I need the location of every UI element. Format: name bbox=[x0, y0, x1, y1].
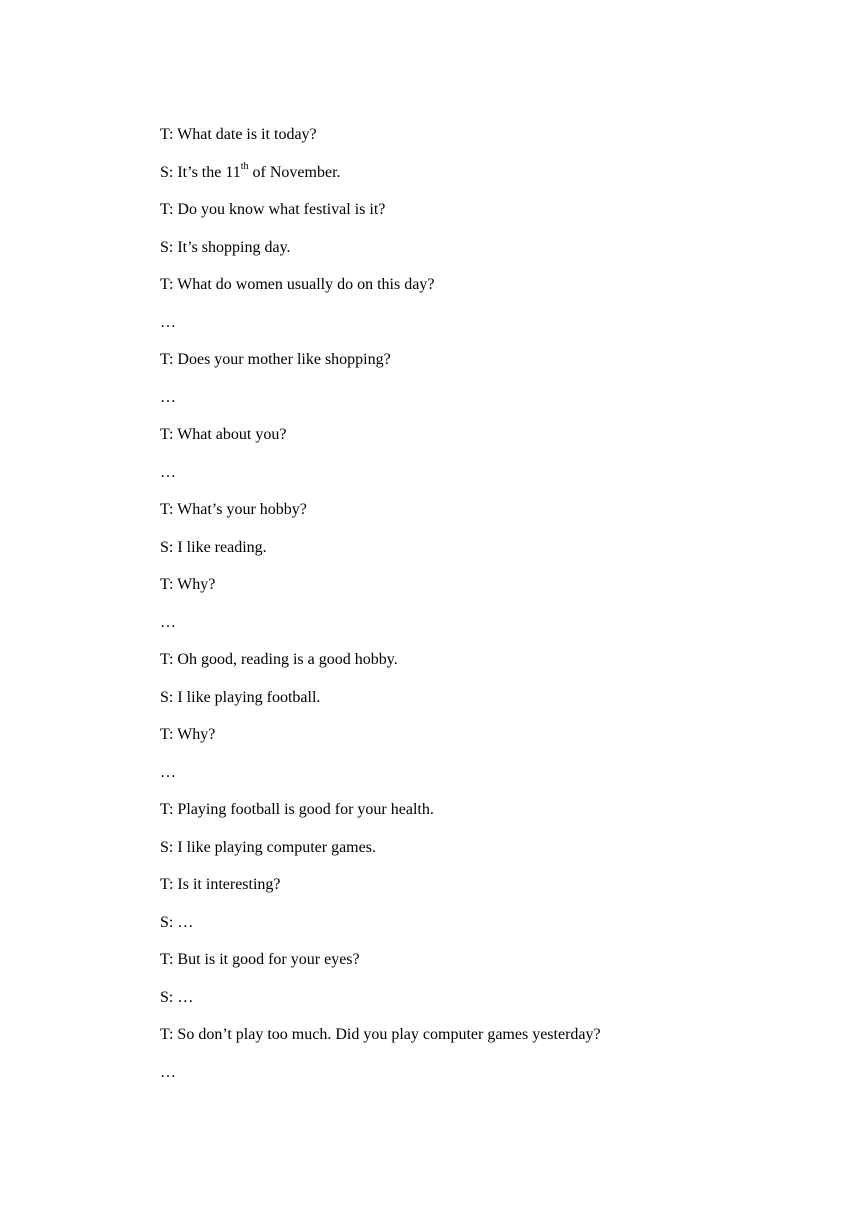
dialogue-ellipsis: … bbox=[160, 388, 176, 406]
dialogue-line: S: … bbox=[160, 988, 194, 1006]
dialogue-line: T: What’s your hobby? bbox=[160, 501, 307, 518]
dialogue-line: T: Why? bbox=[160, 726, 216, 743]
dialogue-ellipsis: … bbox=[160, 1063, 176, 1081]
dialogue-line: S: It’s shopping day. bbox=[160, 238, 291, 256]
line-text: of November. bbox=[248, 163, 341, 181]
line-text: S: It’s the 11 bbox=[160, 163, 241, 181]
dialogue-line: T: But is it good for your eyes? bbox=[160, 951, 360, 968]
dialogue-line: T: Playing football is good for your health. bbox=[160, 801, 434, 818]
dialogue-line: S: … bbox=[160, 913, 194, 931]
dialogue-line: T: Is it interesting? bbox=[160, 876, 281, 893]
dialogue-transcript bbox=[160, 116, 800, 1091]
dialogue-line: S: I like reading. bbox=[160, 538, 267, 556]
dialogue-ellipsis: … bbox=[160, 763, 176, 781]
dialogue-ellipsis: … bbox=[160, 463, 176, 481]
dialogue-line: S: I like playing computer games. bbox=[160, 838, 376, 856]
dialogue-line: T: Do you know what festival is it? bbox=[160, 201, 386, 218]
dialogue-line: T: What date is it today? bbox=[160, 126, 317, 143]
dialogue-ellipsis: … bbox=[160, 613, 176, 631]
dialogue-line: S: I like playing football. bbox=[160, 688, 321, 706]
dialogue-line: T: Does your mother like shopping? bbox=[160, 351, 391, 368]
dialogue-line: T: So don’t play too much. Did you play computer games yesterday? bbox=[160, 1026, 601, 1043]
dialogue-line: T: What about you? bbox=[160, 426, 287, 443]
dialogue-line bbox=[160, 154, 800, 192]
dialogue-ellipsis: … bbox=[160, 313, 176, 331]
ordinal-superscript: th bbox=[240, 161, 249, 173]
dialogue-line: T: Oh good, reading is a good hobby. bbox=[160, 651, 398, 668]
dialogue-line: T: What do women usually do on this day? bbox=[160, 276, 435, 293]
dialogue-line: T: Why? bbox=[160, 576, 216, 593]
